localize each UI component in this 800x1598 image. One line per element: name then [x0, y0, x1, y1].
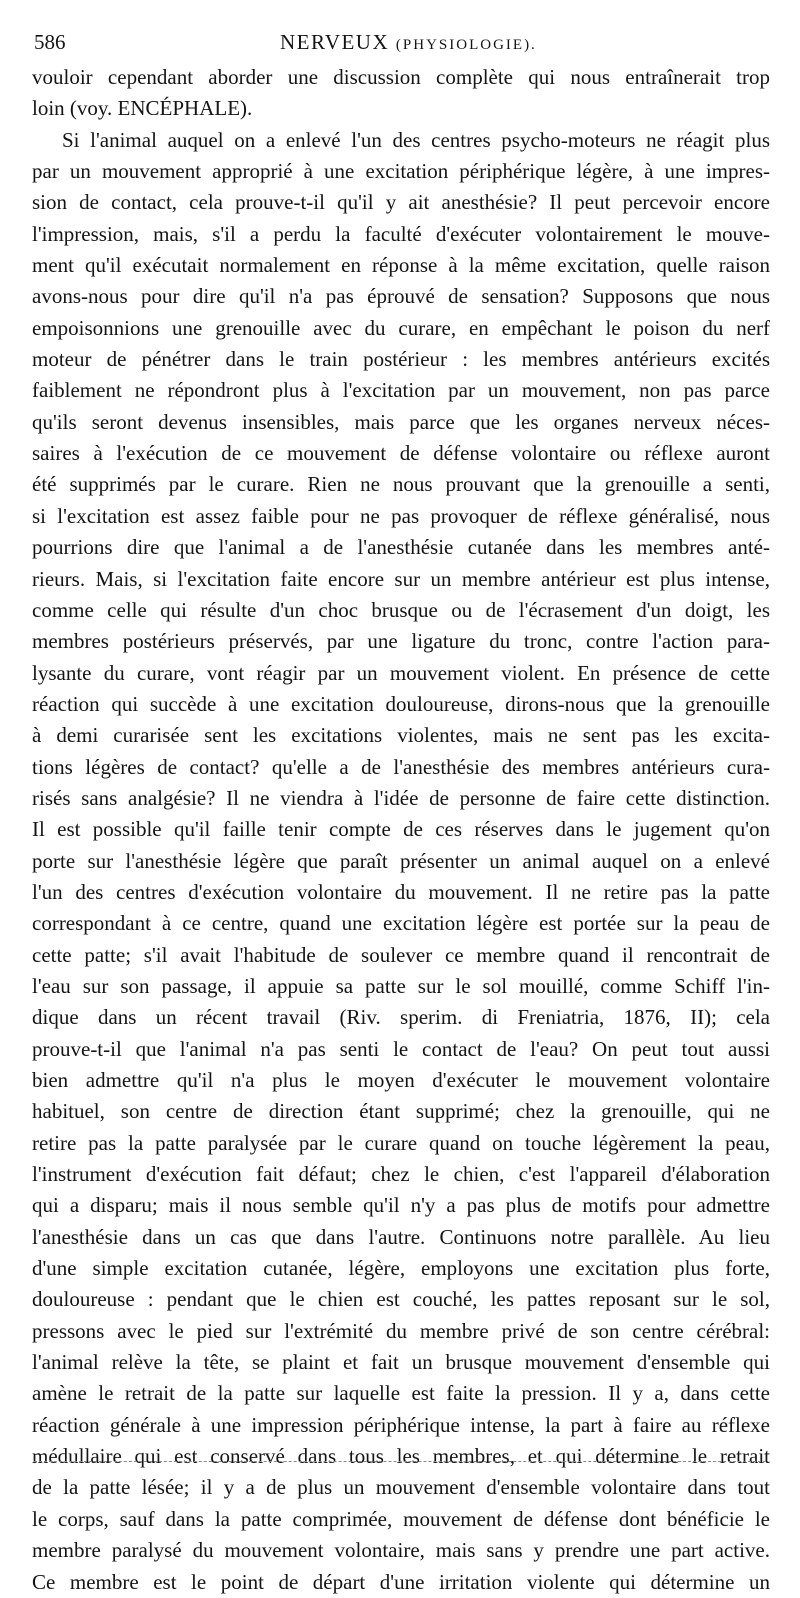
text-line: loin (voy. ENCÉPHALE). [32, 96, 253, 121]
text-line: bien admettre qu'il n'a plus le moyen d'exécuter le mouvement volontaire [32, 1068, 770, 1092]
text-line: le corps, sauf dans la patte comprimée, mouvement de défense dont bénéficie le [32, 1506, 770, 1531]
text-line: moteur de pénétrer dans le train postérieur : les membres antérieurs excités [32, 347, 770, 372]
text-line: l'animal relève la tête, se plaint et fait un brusque mouvement d'ensemble qui [32, 1350, 770, 1375]
running-title [280, 22, 537, 65]
text-line: Il est possible qu'il faille tenir compte de ces réserves dans le jugement qu'on [32, 817, 770, 842]
text-line: correspondant à ce centre, quand une excitation légère est portée sur la peau de [32, 911, 770, 936]
text-line: saires à l'exécution de ce mouvement de défense volontaire ou réflexe auront [32, 441, 770, 466]
text-line: d'une simple excitation cutanée, légère, employons une excitation plus forte, [32, 1256, 770, 1281]
text-line: membres postérieurs préservés, par une ligature du tronc, contre l'action para- [32, 629, 770, 654]
text-line: dique dans un récent travail (Riv. sperim. di Freniatria, 1876, II); cela [32, 1005, 770, 1030]
body-text [32, 62, 770, 1598]
text-line: réaction générale à une impression périphérique intense, la part à faire au réflexe [32, 1412, 770, 1437]
text-line: de la patte lésée; il y a de plus un mouvement d'ensemble volontaire dans tout [32, 1475, 770, 1500]
text-line: l'instrument d'exécution fait défaut; chez le chien, c'est l'appareil d'élaboration [32, 1162, 770, 1187]
text-line: habituel, son centre de direction étant supprimé; chez la grenouille, qui ne [32, 1099, 770, 1124]
footer-rule [34, 1461, 766, 1462]
text-line: qu'ils seront devenus insensibles, mais parce que les organes nerveux néces- [32, 409, 770, 434]
text-line: douloureuse : pendant que le chien est couché, les pattes reposant sur le sol, [32, 1287, 770, 1312]
text-line: à demi curarisée sent les excitations violentes, mais ne sent pas les excita- [32, 723, 770, 748]
text-line: l'eau sur son passage, il appuie sa patte sur le sol mouillé, comme Schiff l'in- [32, 973, 770, 998]
text-line: comme celle qui résulte d'un choc brusque ou de l'écrasement d'un doigt, les [32, 597, 770, 622]
text-line: l'un des centres d'exécution volontaire du mouvement. Il ne retire pas la patte [32, 879, 770, 904]
text-line: réaction qui succède à une excitation douloureuse, dirons-nous que la grenouille [32, 691, 770, 716]
text-line: par un mouvement approprié à une excitation périphérique légère, à une impres- [32, 159, 770, 184]
text-line: amène le retrait de la patte sur laquelle est faite la pression. Il y a, dans cette [32, 1381, 770, 1406]
text-line: lysante du curare, vont réagir par un mouvement violent. En présence de cette [32, 660, 770, 685]
text-line: rieurs. Mais, si l'excitation faite encore sur un membre antérieur est plus intense, [32, 566, 770, 591]
text-line: vouloir cependant aborder une discussion complète qui nous entraînerait trop [32, 65, 770, 89]
text-line: été supprimés par le curare. Rien ne nous prouvant que la grenouille a senti, [32, 472, 770, 497]
text-line: avons-nous pour dire qu'il n'a pas éprouvé de sensation? Supposons que nous [32, 284, 770, 309]
running-title-subtitle: (PHYSIOLOGIE). [395, 37, 537, 53]
text-line: empoisonnions une grenouille avec du curare, en empêchant le poison du nerf [32, 315, 770, 340]
page-number: 586 [34, 30, 66, 54]
running-title-main: NERVEUX [280, 30, 390, 54]
text-line: retire pas la patte paralysée par le curare quand on touche légèrement la peau, [32, 1130, 770, 1155]
text-line: porte sur l'anesthésie légère que paraît présenter un animal auquel on a enlevé [32, 848, 770, 873]
text-line: cette patte; s'il avait l'habitude de soulever ce membre quand il rencontrait de [32, 942, 770, 967]
text-line: si l'excitation est assez faible pour ne pas provoquer de réflexe généralisé, nous [32, 503, 770, 528]
text-line: membre paralysé du mouvement volontaire, mais sans y prendre une part active. [32, 1538, 770, 1563]
text-line: qui a disparu; mais il nous semble qu'il n'y a pas plus de motifs pour admettre [32, 1193, 770, 1218]
document-page [32, 22, 770, 1598]
text-line: tions légères de contact? qu'elle a de l'anesthésie des membres antérieurs cura- [32, 754, 770, 779]
text-line: médullaire qui est conservé dans tous les membres, et qui détermine le retrait [32, 1444, 770, 1469]
text-line: pressons avec le pied sur l'extrémité du membre privé de son centre cérébral: [32, 1318, 770, 1343]
text-line: faiblement ne répondront plus à l'excitation par un mouvement, non pas parce [32, 378, 770, 403]
text-line: risés sans analgésie? Il ne viendra à l'idée de personne de faire cette distinction. [32, 785, 770, 810]
text-line: Ce membre est le point de départ d'une irritation violente qui détermine un [32, 1569, 770, 1594]
text-line: pourrions dire que l'animal a de l'anesthésie cutanée dans les membres anté- [32, 535, 770, 560]
page-header [32, 22, 770, 62]
text-line: l'anesthésie dans un cas que dans l'autre. Continuons notre parallèle. Au lieu [32, 1224, 770, 1249]
text-line: ment qu'il exécutait normalement en réponse à la même excitation, quelle raison [32, 253, 770, 278]
text-line: l'impression, mais, s'il a perdu la faculté d'exécuter volontairement le mouve- [32, 221, 770, 246]
text-line: Si l'animal auquel on a enlevé l'un des centres psycho-moteurs ne réagit plus [62, 127, 770, 152]
text-line: sion de contact, cela prouve-t-il qu'il y ait anesthésie? Il peut percevoir encore [32, 190, 770, 215]
text-line: prouve-t-il que l'animal n'a pas senti le contact de l'eau? On peut tout aussi [32, 1036, 770, 1061]
